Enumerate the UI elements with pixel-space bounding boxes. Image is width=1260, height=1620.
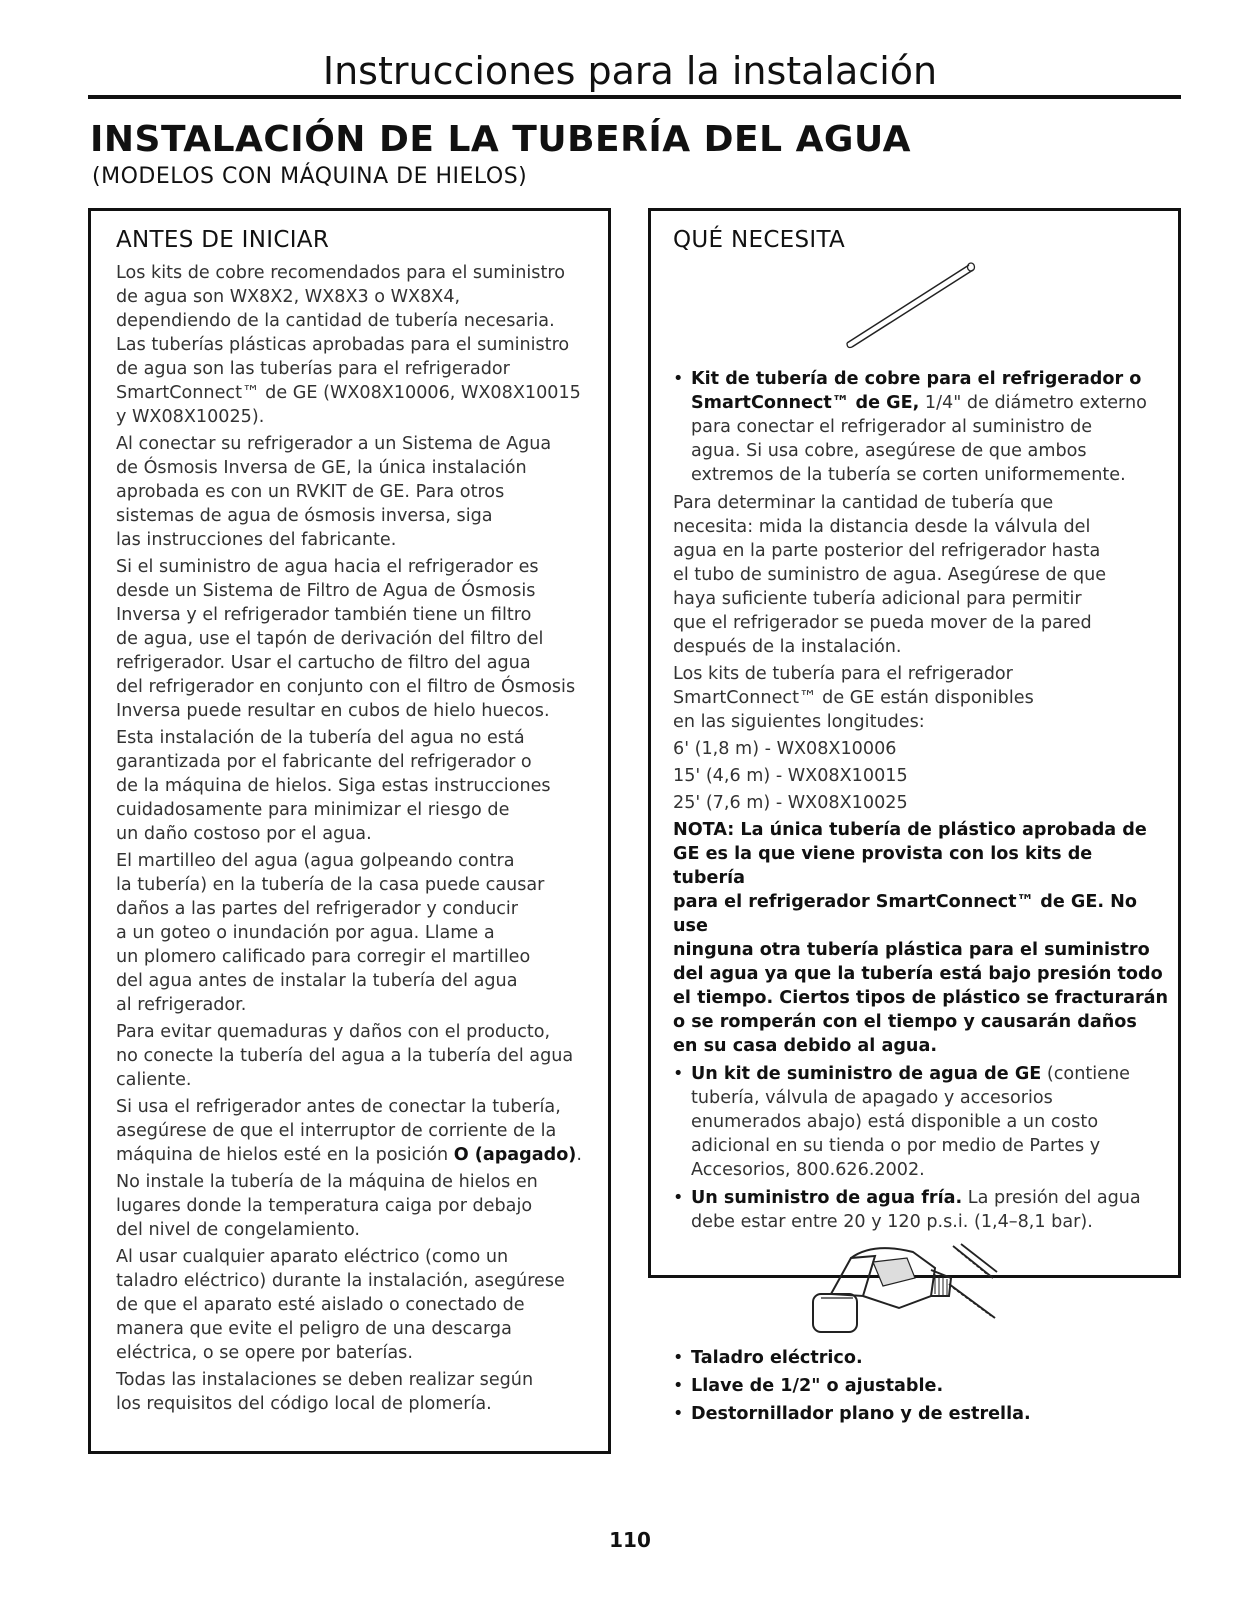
page-number: 110 — [609, 1528, 651, 1552]
wrench-label: Llave de 1/2" o ajustable. — [691, 1376, 944, 1396]
icemaker-switch-text: Si usa el refrigerador antes de conectar la tubería, asegúrese de que el interruptor de corriente de la máquina de hielos esté en la posición — [116, 1097, 561, 1165]
icemaker-switch-paragraph — [116, 1095, 598, 1167]
ro-filter-paragraph: Si el suministro de agua hacia el refrigerador es desde un Sistema de Filtro de Agua de Ósmosis Inversa y el refrigerador también tiene un filtro de agua, use el tapón de derivación del filtro del refrigerador. Usar el cartucho de filtro del agua del refrigerador en conjunto con el filtro de Ósmosis Inversa puede resultar en cubos de hielo huecos. — [116, 557, 576, 721]
cold-water-label: Un suministro de agua fría. — [691, 1188, 963, 1208]
screwdriver-label: Destornillador plano y de estrella. — [691, 1404, 1031, 1424]
copper-kit-label: Kit de tubería de cobre para el refrigerador o SmartConnect™ de GE, — [691, 369, 1142, 413]
plastic-tubing-note: NOTA: La única tubería de plástico aprobada de GE es la que viene provista con los kits de tubería para el refrigerador SmartConnect™ de GE. No use ninguna otra tubería plástica para el suministro del agua ya que la tubería está bajo presión todo el tiempo. Ciertos tipos de plástico se fracturarán o se romperán con el tiempo y causarán daños en su casa debido al agua. — [673, 820, 1169, 1056]
copper-kits-paragraph: Los kits de cobre recomendados para el suministro de agua son WX8X2, WX8X3 o WX8X4, dependiendo de la cantidad de tubería necesaria. Las tuberías plásticas aprobadas para el suministro de agua son las tuberías para el refrigerador SmartConnect™ de GE (WX08X10006, WX08X10015 y WX08X10025). — [116, 263, 581, 427]
freezing-paragraph: No instale la tubería de la máquina de hielos en lugares donde la temperatura caiga por debajo del nivel de congelamiento. — [116, 1172, 538, 1240]
drill-illustration — [673, 1238, 1170, 1346]
cold-water-item — [673, 1186, 1170, 1234]
what-you-need-heading: QUÉ NECESITA — [673, 227, 846, 253]
water-supply-kit-text: (contiene tubería, válvula de apagado y accesorios enumerados abajo) está disponible a un costo adicional en su tienda o por medio de Partes y Accesorios, 800.626.2002. — [691, 1064, 1130, 1180]
tubing-icon — [843, 253, 983, 353]
bullet-icon: • — [673, 1376, 684, 1396]
water-supply-kit-item — [673, 1062, 1170, 1182]
bullet-icon: • — [673, 1348, 684, 1368]
section-title: INSTALACIÓN DE LA TUBERÍA DEL AGUA — [90, 119, 911, 160]
bullet-icon: • — [673, 1188, 684, 1208]
wrench-item — [673, 1374, 1170, 1398]
tubing-illustration — [673, 261, 1170, 367]
length-25ft: 25' (7,6 m) - WX08X10025 — [673, 793, 908, 813]
screwdriver-item — [673, 1402, 1170, 1426]
water-hammer-paragraph: El martilleo del agua (agua golpeando contra la tubería) en la tubería de la casa puede causar daños a las partes del refrigerador y conducir a un goteo o inundación por agua. Llame a un plomero calificado para corregir el martilleo del agua antes de instalar la tubería del agua al refrigerador. — [116, 851, 545, 1015]
plumbing-code-paragraph: Todas las instalaciones se deben realizar según los requisitos del código local de plomería. — [116, 1370, 534, 1414]
header-divider — [88, 95, 1181, 99]
length-15ft: 15' (4,6 m) - WX08X10015 — [673, 766, 908, 786]
power-drill-item — [673, 1346, 1170, 1370]
smartconnect-kits-paragraph: Los kits de tubería para el refrigerador SmartConnect™ de GE están disponibles en las siguientes longitudes: — [673, 664, 1034, 732]
reverse-osmosis-paragraph: Al conectar su refrigerador a un Sistema de Agua de Ósmosis Inversa de GE, la única instalación aprobada es con un RVKIT de GE. Para otros sistemas de agua de ósmosis inversa, siga las instrucciones del fabricante. — [116, 434, 552, 550]
before-you-begin-box — [88, 208, 611, 1454]
warranty-paragraph: Esta instalación de la tubería del agua no está garantizada por el fabricante del refrigerador o de la máquina de hielos. Siga estas instrucciones cuidadosamente para minimizar el riesgo de un daño costoso por el agua. — [116, 728, 551, 844]
length-6ft: 6' (1,8 m) - WX08X10006 — [673, 739, 897, 759]
copper-kit-item — [673, 367, 1170, 487]
icemaker-switch-period: . — [576, 1145, 582, 1165]
drill-icon — [803, 1238, 1003, 1346]
bullet-icon: • — [673, 369, 684, 389]
power-drill-label: Taladro eléctrico. — [691, 1348, 863, 1368]
electrical-safety-paragraph: Al usar cualquier aparato eléctrico (como un taladro eléctrico) durante la instalación, asegúrese de que el aparato esté aislado o conectado de manera que evite el peligro de una descarga eléctrica, o se opere por baterías. — [116, 1247, 565, 1363]
what-you-need-box — [648, 208, 1181, 1424]
bullet-icon: • — [673, 1404, 684, 1424]
hot-water-paragraph: Para evitar quemaduras y daños con el producto, no conecte la tubería del agua a la tubería del agua caliente. — [116, 1022, 574, 1090]
cold-water-text: La presión del agua debe estar entre 20 y 120 p.s.i. (1,4–8,1 bar). — [691, 1188, 1141, 1232]
off-position-label: O (apagado) — [453, 1145, 577, 1165]
tubing-length-paragraph: Para determinar la cantidad de tubería que necesita: mida la distancia desde la válvula del agua en la parte posterior del refrigerador hasta el tubo de suministro de agua. Asegúrese de que haya suficiente tubería adicional para permitir que el refrigerador se pueda mover de la pared después de la instalación. — [673, 493, 1107, 657]
bullet-icon: • — [673, 1064, 684, 1084]
before-you-begin-heading: ANTES DE INICIAR — [116, 227, 330, 253]
copper-kit-text: 1/4" de diámetro externo para conectar el refrigerador al suministro de agua. Si usa cobre, asegúrese de que ambos extremos de la tubería se corten uniformemente. — [691, 393, 1147, 485]
section-subtitle: (MODELOS CON MÁQUINA DE HIELOS) — [92, 164, 528, 189]
header-title: Instrucciones para la instalación — [322, 49, 938, 93]
water-supply-kit-label: Un kit de suministro de agua de GE — [691, 1064, 1042, 1084]
